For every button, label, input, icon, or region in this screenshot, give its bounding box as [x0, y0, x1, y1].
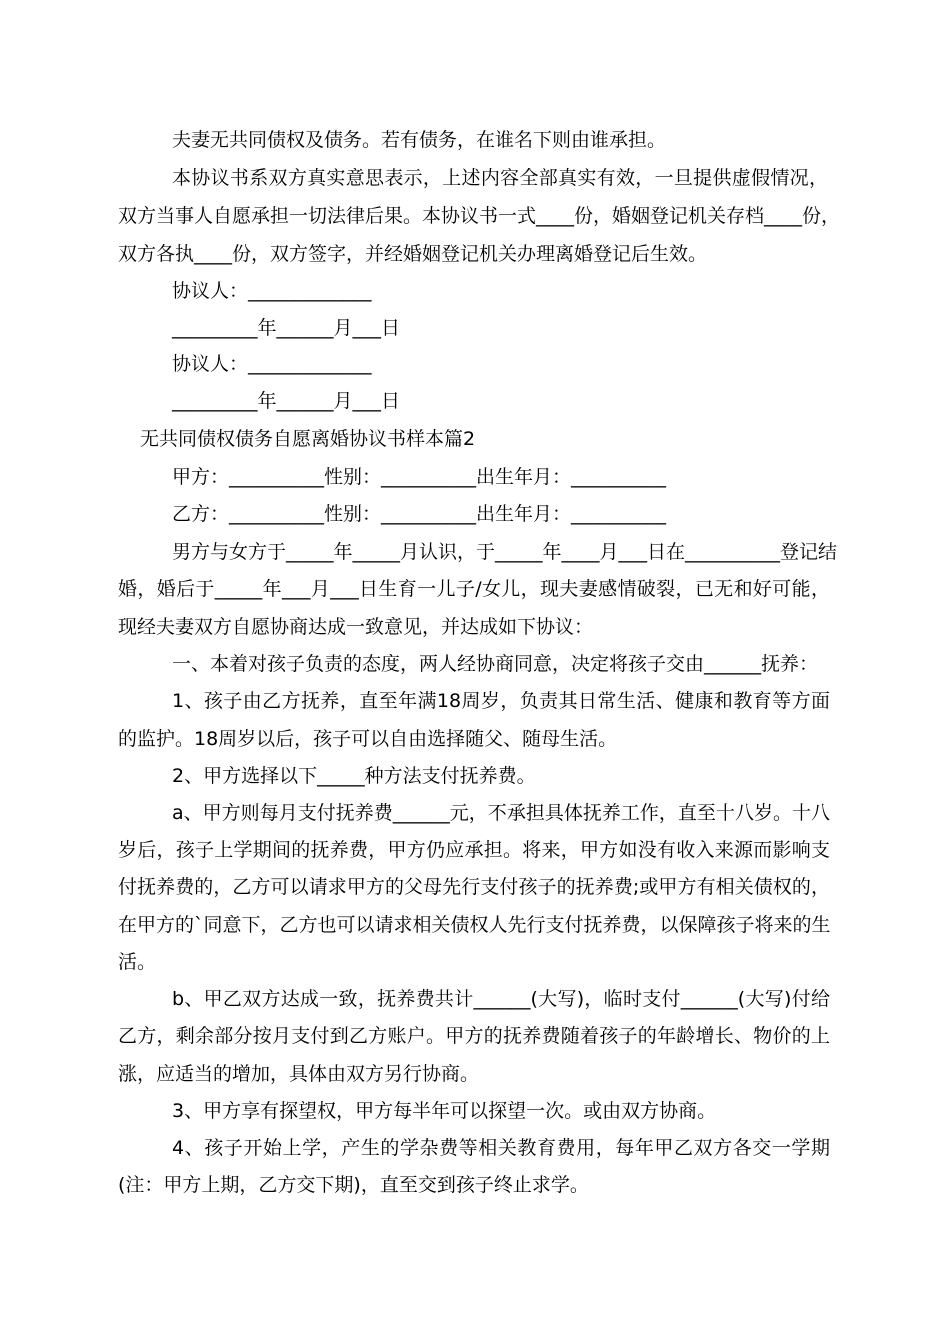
- paragraph-line: 婚，婚后于_____年___月___日生育一儿子/女儿，现夫妻感情破裂，已无和好可能，: [118, 578, 830, 600]
- paragraph-line: 现经夫妻双方自愿协商达成一致意见，并达成如下协议：: [118, 616, 594, 638]
- paragraph-line: 活。: [118, 951, 157, 973]
- paragraph-line: 在甲方的`同意下，乙方也可以请求相关债权人先行支付抚养费，以保障孩子将来的生: [118, 914, 831, 936]
- paragraph-line: (注：甲方上期，乙方交下期)，直至交到孩子终止求学。: [118, 1174, 589, 1196]
- section-title: 无共同债权债务自愿离婚协议书样本篇2: [140, 428, 476, 450]
- paragraph-line: a、甲方则每月支付抚养费______元，不承担具体抚养工作，直至十八岁。十八: [172, 802, 830, 824]
- clause-line: 一、本着对孩子负责的态度，两人经协商同意，决定将孩子交由______抚养：: [172, 653, 819, 675]
- paragraph-line: 1、孩子由乙方抚养，直至年满18周岁，负责其日常生活、健康和教育等方面: [172, 690, 830, 712]
- paragraph-line: 双方当事人自愿承担一切法律后果。本协议书一式____份，婚姻登记机关存档____份，: [118, 205, 841, 227]
- party-b-line: 乙方：__________性别：__________出生年月：__________: [172, 503, 667, 525]
- paragraph-line: 的监护。18周岁以后，孩子可以自由选择随父、随母生活。: [118, 728, 618, 750]
- paragraph-line: b、甲乙双方达成一致，抚养费共计______(大写)，临时支付______(大写)付给: [172, 988, 830, 1010]
- paragraph-line: 本协议书系双方真实意思表示，上述内容全部真实有效，一旦提供虚假情况，: [172, 167, 828, 189]
- date-line: _________年______月___日: [172, 317, 401, 339]
- paragraph-line: 男方与女方于_____年_____月认识，于_____年____月___日在__________登记结: [172, 541, 838, 563]
- paragraph-line: 乙方，剩余部分按月支付到乙方账户。甲方的抚养费随着孩子的年龄增长、物价的上: [118, 1025, 830, 1047]
- signature-label: 协议人：_____________: [172, 280, 372, 302]
- clause-line: 2、甲方选择以下_____种方法支付抚养费。: [172, 765, 536, 787]
- date-line: _________年______月___日: [172, 390, 401, 412]
- signature-label: 协议人：_____________: [172, 353, 372, 375]
- paragraph-line: 岁后，孩子上学期间的抚养费，甲方仍应承担。将来，甲方如没有收入来源而影响支: [118, 839, 830, 861]
- paragraph-line: 付抚养费的，乙方可以请求甲方的父母先行支付孩子的抚养费;或甲方有相关债权的，: [118, 876, 830, 898]
- paragraph-line: 4、孩子开始上学，产生的学杂费等相关教育费用，每年甲乙双方各交一学期: [172, 1137, 830, 1159]
- clause-line: 3、甲方享有探望权，甲方每半年可以探望一次。或由双方协商。: [172, 1100, 717, 1122]
- party-a-line: 甲方：__________性别：__________出生年月：__________: [172, 466, 667, 488]
- paragraph-line: 双方各执____份，双方签字，并经婚姻登记机关办理离婚登记后生效。: [118, 243, 708, 265]
- paragraph-line: 涨，应适当的增加，具体由双方另行协商。: [118, 1063, 480, 1085]
- paragraph-line: 夫妻无共同债权及债务。若有债务，在谁名下则由谁承担。: [172, 129, 667, 151]
